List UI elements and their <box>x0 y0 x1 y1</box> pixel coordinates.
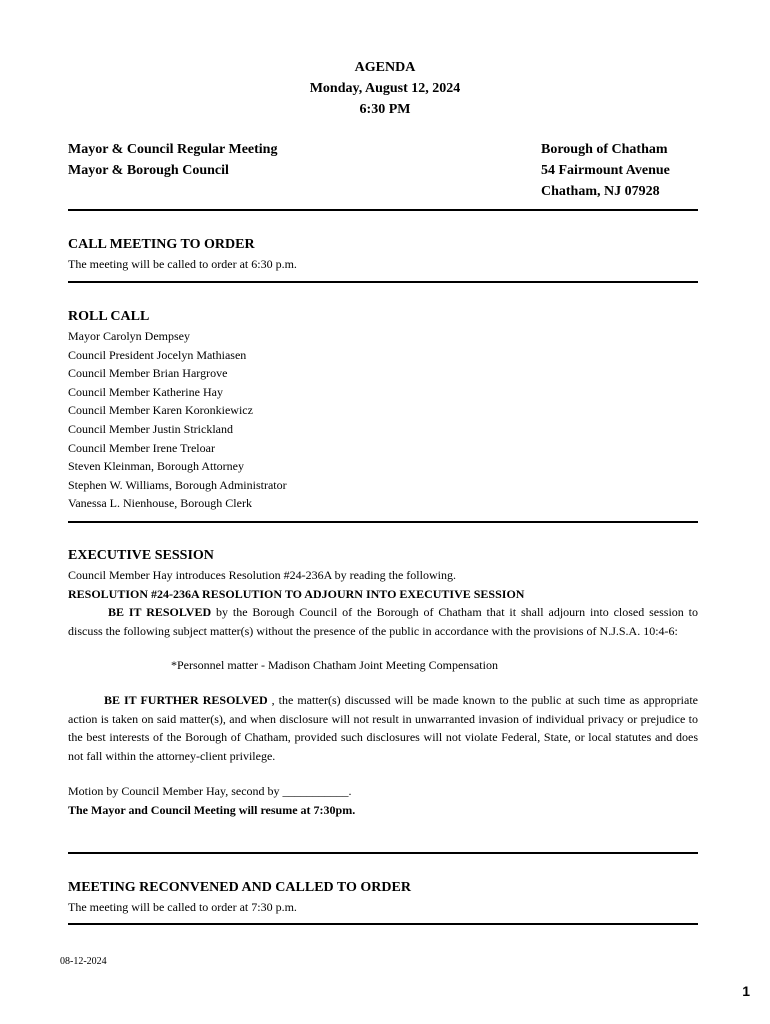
page-number: 1 <box>742 983 750 999</box>
footer-date: 08-12-2024 <box>60 956 107 967</box>
section-text: The meeting will be called to order at 7:30 p.m. <box>68 900 297 914</box>
resolution-paragraph <box>68 603 698 640</box>
executive-session-section <box>68 546 698 819</box>
roll-call-list <box>68 327 698 513</box>
resolution-title: RESOLUTION #24-236A RESOLUTION TO ADJOURN INTO EXECUTIVE SESSION <box>68 586 525 601</box>
motion-text: Motion by Council Member Hay, second by ___________. <box>68 784 352 798</box>
section-title: EXECUTIVE SESSION <box>68 548 214 563</box>
agenda-date: Monday, August 12, 2024 <box>309 81 461 96</box>
location-line: 54 Fairmount Avenue <box>541 163 670 178</box>
section-text: The meeting will be called to order at 6:30 p.m. <box>68 257 297 271</box>
list-item: Council Member Justin Strickland <box>68 421 233 436</box>
resolution-intro: Council Member Hay introduces Resolution #24-236A by reading the following. <box>68 568 456 582</box>
meeting-name: Mayor & Council Regular Meeting <box>68 142 278 157</box>
divider <box>68 281 698 283</box>
list-item: Steven Kleinman, Borough Attorney <box>68 459 244 474</box>
agenda-time: 6:30 PM <box>359 102 411 117</box>
divider <box>68 923 698 925</box>
roll-call-section <box>68 307 698 513</box>
section-title: ROLL CALL <box>68 309 150 324</box>
section-title: MEETING RECONVENED AND CALLED TO ORDER <box>68 880 411 895</box>
list-item: Mayor Carolyn Dempsey <box>68 329 190 343</box>
list-item: Vanessa L. Nienhouse, Borough Clerk <box>68 496 252 511</box>
divider <box>68 209 698 211</box>
list-item: Stephen W. Williams, Borough Administrator <box>68 477 287 492</box>
reconvened-section <box>68 878 698 917</box>
further-text: , the matter(s) discussed will be made known to the public at such time as appropriate action is taken on said matter(s), and when disclosure will not result in unwarranted invasion of individual privacy or prejudice to the best interests of the Borough of Chatham, provided such disclosures will not violate Federal, State, or local statutes and does not fall within the attorney-client privilege. <box>68 693 698 763</box>
agenda-title: AGENDA <box>354 60 416 75</box>
list-item: Council Member Brian Hargrove <box>68 366 228 381</box>
meeting-location <box>541 139 670 202</box>
list-item: Council Member Irene Treloar <box>68 440 215 455</box>
resume-text: The Mayor and Council Meeting will resume at 7:30pm. <box>68 802 356 817</box>
list-item: Council President Jocelyn Mathiasen <box>68 347 247 362</box>
further-resolved-paragraph <box>68 691 698 765</box>
meeting-body: Mayor & Borough Council <box>68 163 229 178</box>
call-to-order-section <box>68 235 698 274</box>
personnel-item: *Personnel matter - Madison Chatham Joint Meeting Compensation <box>171 658 498 672</box>
location-line: Borough of Chatham <box>541 142 668 157</box>
resolved-text: by the Borough Council of the Borough of Chatham that it shall adjourn into closed session to discuss the following subject matter(s) without the presence of the public in accordance with the provisions of N.J.S.A. 10:4-6: <box>68 605 698 638</box>
list-item: Council Member Katherine Hay <box>68 384 223 399</box>
list-item: Council Member Karen Koronkiewicz <box>68 403 253 418</box>
divider <box>68 521 698 523</box>
divider <box>68 852 698 854</box>
further-lead: BE IT FURTHER RESOLVED <box>104 693 268 707</box>
meeting-info <box>68 139 277 181</box>
location-line: Chatham, NJ 07928 <box>541 184 660 199</box>
section-title: CALL MEETING TO ORDER <box>68 237 255 252</box>
resolved-lead: BE IT RESOLVED <box>108 605 212 619</box>
agenda-header <box>0 57 770 120</box>
